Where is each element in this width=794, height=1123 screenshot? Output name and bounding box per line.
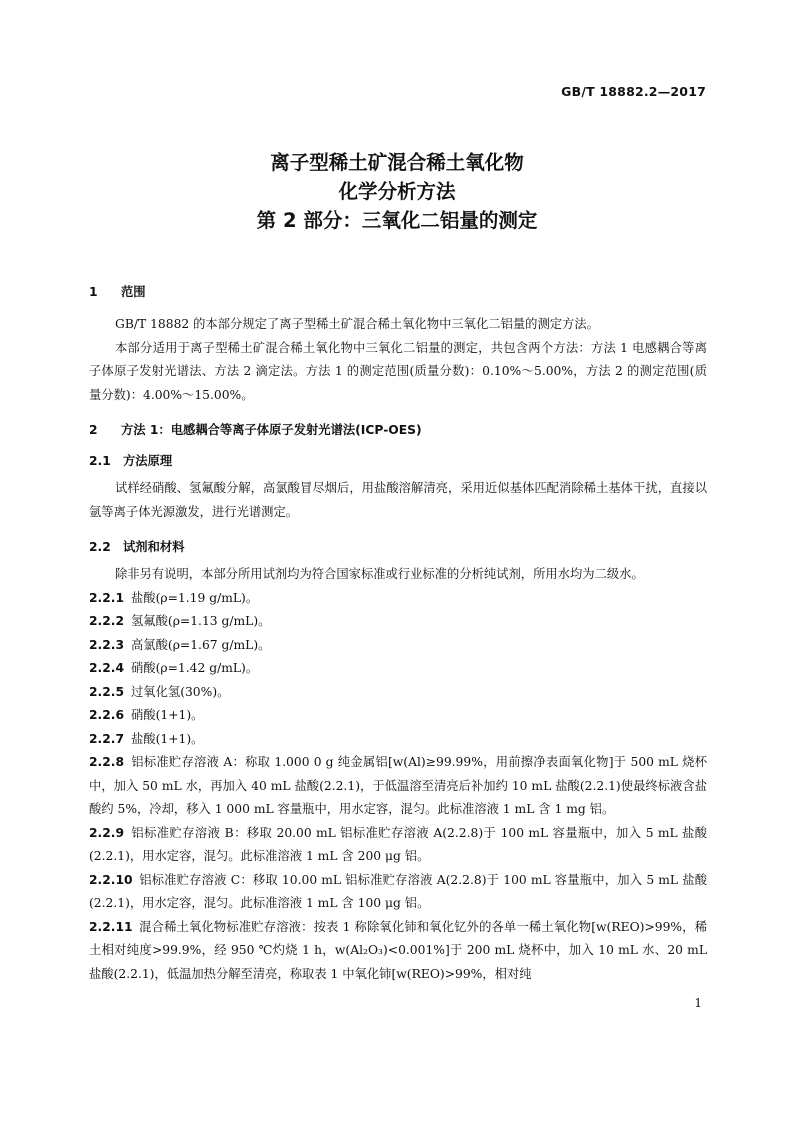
section-number: 2.1: [89, 454, 111, 468]
item-text: 混合稀土氧化物标准贮存溶液：按表 1 称除氧化铈和氧化钇外的各单一稀土氧化物[w(REO)>99%，稀土相对纯度>99.9%，经 950 ℃灼烧 1 h，w(Al₂O₃)<0.001%]于 200 mL 烧杯中，加入 10 mL 水、20 mL 盐酸(2.2.1)，低温加热分解至清亮，称取表 1 中氧化铈[w(REO)>99%，相对纯: [89, 919, 707, 981]
reagent-item: [89, 751, 707, 822]
title-line-1: 离子型稀土矿混合稀土氧化物: [270, 151, 524, 174]
item-number: 2.2.4: [89, 661, 125, 675]
reagents-intro: 除非另有说明，本部分所用试剂均为符合国家标准或行业标准的分析纯试剂，所用水均为二级水。: [115, 567, 644, 581]
section-title: 方法 1：电感耦合等离子体原子发射光谱法(ICP-OES): [121, 423, 422, 437]
item-number: 2.2.5: [89, 684, 125, 699]
item-text: 过氧化氢(30%)。: [131, 684, 230, 699]
principle-paragraph: 试样经硝酸、氢氟酸分解，高氯酸冒尽烟后，用盐酸溶解清亮，采用近似基体匹配消除稀土基体干扰，直接以氩等离子体光源激发，进行光谱测定。: [89, 481, 707, 519]
reagent-item: [89, 728, 707, 752]
section-2-heading: [89, 420, 707, 438]
item-text: 铝标准贮存溶液 B：移取 20.00 mL 铝标准贮存溶液 A(2.2.8)于 100 mL 容量瓶中，加入 5 mL 盐酸(2.2.1)，用水定容，混匀。此标准溶液 1 mL 含 200 μg 铝。: [89, 825, 707, 863]
page-number: 1: [694, 996, 702, 1010]
title-line-2: 化学分析方法: [338, 180, 456, 203]
document-title: [0, 148, 794, 235]
section-2-1-heading: [89, 451, 707, 469]
reagent-item: [89, 822, 707, 869]
reagent-item: [89, 657, 707, 681]
section-title: 方法原理: [123, 454, 173, 468]
scope-paragraph-2: 本部分适用于离子型稀土矿混合稀土氧化物中三氧化二铝量的测定，共包含两个方法：方法 1 电感耦合等离子体原子发射光谱法、方法 2 滴定法。方法 1 的测定范围(质量分数)：0.10%～5.00%，方法 2 的测定范围(质量分数)：4.00%～15.00%。: [89, 340, 707, 402]
section-number: 2: [89, 423, 98, 437]
item-text: 铝标准贮存溶液 A：称取 1.000 0 g 纯金属铝[w(Al)≥99.99%，用前擦净表面氧化物]于 500 mL 烧杯中，加入 50 mL 水，再加入 40 mL 盐酸(2.2.1)，于低温溶至清亮后补加约 10 mL 盐酸(2.2.1)使最终标液含盐酸约 5%，冷却，移入 1 000 mL 容量瓶中，用水定容，混匀。此标准溶液 1 mL 含 1 mg 铝。: [89, 755, 707, 816]
section-number: 1: [89, 285, 98, 299]
item-text: 高氯酸(ρ=1.67 g/mL)。: [131, 637, 271, 652]
section-number: 2.2: [89, 540, 111, 554]
item-number: 2.2.3: [89, 637, 125, 652]
item-number: 2.2.9: [89, 825, 125, 840]
item-number: 2.2.10: [89, 872, 133, 887]
reagent-item: [89, 610, 707, 634]
item-text: 盐酸(ρ=1.19 g/mL)。: [131, 590, 259, 605]
item-number: 2.2.6: [89, 708, 125, 722]
standard-number: GB/T 18882.2—2017: [561, 84, 706, 99]
section-2-2-heading: [89, 537, 707, 555]
title-line-3: 第 2 部分：三氧化二铝量的测定: [256, 209, 538, 232]
reagent-item: [89, 681, 707, 705]
section-title: 试剂和材料: [123, 540, 185, 554]
item-number: 2.2.8: [89, 755, 125, 769]
item-number: 2.2.7: [89, 731, 125, 746]
item-text: 氢氟酸(ρ=1.13 g/mL)。: [131, 614, 271, 628]
document-body: [89, 282, 707, 986]
reagent-item: [89, 869, 707, 916]
scope-paragraph-1: GB/T 18882 的本部分规定了离子型稀土矿混合稀土氧化物中三氧化二铝量的测定方法。: [115, 317, 599, 331]
reagent-item: [89, 704, 707, 728]
item-number: 2.2.1: [89, 590, 125, 605]
item-text: 硝酸(1+1)。: [131, 708, 204, 722]
section-1-heading: [89, 282, 707, 300]
item-text: 铝标准贮存溶液 C：移取 10.00 mL 铝标准贮存溶液 A(2.2.8)于 100 mL 容量瓶中，加入 5 mL 盐酸(2.2.1)，用水定容，混匀。此标准溶液 1 mL 含 100 μg 铝。: [89, 872, 707, 910]
item-number: 2.2.2: [89, 614, 125, 628]
item-text: 盐酸(1+1)。: [131, 731, 204, 746]
reagent-item: [89, 916, 707, 987]
item-number: 2.2.11: [89, 919, 133, 934]
item-text: 硝酸(ρ=1.42 g/mL)。: [131, 661, 259, 675]
reagent-item: [89, 634, 707, 658]
reagent-item: [89, 587, 707, 611]
section-title: 范围: [121, 285, 146, 299]
